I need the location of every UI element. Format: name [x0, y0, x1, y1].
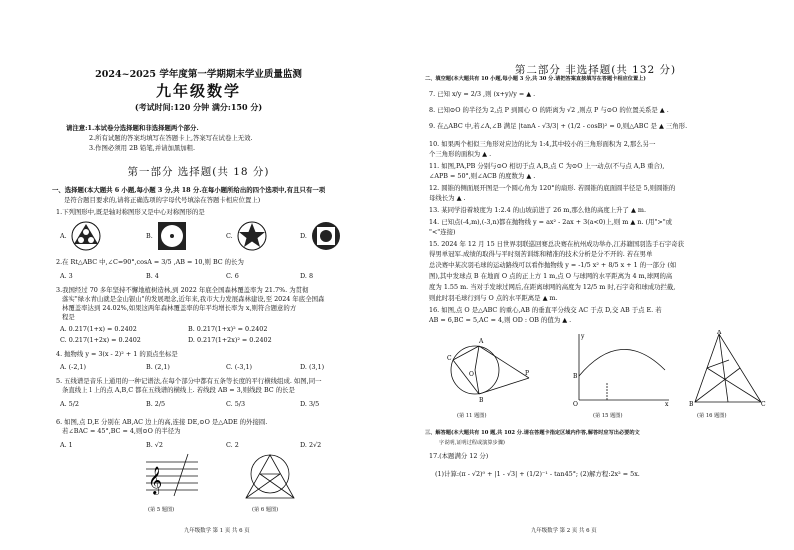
svg-text:B: B	[689, 401, 694, 408]
page-right	[397, 0, 794, 550]
svg-text:O: O	[573, 401, 578, 408]
question-15-line: 度为 1.55 m. 当对手发球过网后,在距离球网的高度为 12/5 m 时,石宇奇和球成功拦截,	[429, 283, 676, 291]
svg-text:B: B	[573, 373, 578, 380]
q5-option-a: A. 5/2	[60, 400, 79, 408]
svg-text:P: P	[525, 370, 530, 377]
figure-16-triangle	[689, 330, 769, 408]
section2-intro: 二、填空题(本大题共有 10 小题,每小题 3 分,共 30 分.请把答案直接填写在答题卡相应位置上)	[425, 76, 646, 82]
q4-option-a: A. (-2,1)	[60, 363, 86, 371]
q1-figure-c	[236, 220, 268, 252]
q2-option-b: B. 4	[146, 272, 159, 280]
question-3-line: 落实"绿水青山就是金山银山"的发展理念,近年来,我市大力发展森林建设,至 2024 年底全国森	[62, 295, 325, 303]
svg-text:O: O	[469, 371, 474, 378]
question-3-line: 3.我国经过 70 多年坚持不懈地植树造林,到 2022 年底全国森林覆盖率为 21.7%. 为贯彻	[56, 286, 309, 294]
question-11-cont: ∠APB = 50°,则∠ACB 的度数为 ▲ .	[429, 172, 536, 180]
svg-text:x: x	[665, 401, 669, 408]
question-6-line: 若∠BAC = 45°,BC = 4,则⊙O 的半径为	[62, 427, 181, 435]
figure-15-parabola	[569, 330, 673, 408]
question-4: 4. 抛物线 y = 3(x - 2)² + 1 的顶点坐标是	[56, 350, 178, 358]
q5-option-d: D. 3/5	[300, 400, 320, 408]
question-15-line: 得男单冠军.成绩的取得与平时刻苦训练和精准的技术分析是分不开的. 若在男单	[429, 250, 653, 258]
question-17-body: (1)计算:(π - √2)⁰ + |1 - √3| + (1/2)⁻¹ - tan45°; (2)解方程:2x² = 5x.	[435, 470, 640, 478]
q3-option-d: D. 0.217(1+2x)² = 0.2402	[188, 336, 272, 344]
section3-intro-2: 字说明,证明过程或演算步骤)	[439, 440, 505, 446]
figure-15-caption: (第 15 题图)	[593, 413, 623, 419]
q4-option-c: C. (-3,1)	[226, 363, 253, 371]
question-16-cont: AB = 6,BC = 5,AC = 4,则 OD : OB 的值为 ▲ .	[429, 316, 572, 324]
q1-figure-b	[156, 220, 188, 252]
note-line: 3.作图必须用 2B 铅笔,并请加黑加粗.	[89, 144, 196, 152]
q2-option-a: A. 3	[60, 272, 73, 280]
q3-option-a: A. 0.217(1+x) = 0.2402	[60, 325, 137, 333]
part1-title: 第一部分 选择题(共 18 分)	[127, 166, 270, 178]
q1-option-d: D.	[300, 232, 307, 240]
question-15-line: 则此时羽毛球行到与 O 点的水平距离是 ▲ m.	[429, 294, 558, 302]
q1-figure-d	[310, 220, 342, 252]
question-10: 10. 如果两个相似三角形对应边的比为 1:4,其中较小的三角形面积为 2,那么另一	[429, 140, 656, 148]
q5-option-c: C. 5/3	[226, 400, 246, 408]
section1-intro-2: 是符合题目要求的,请将正确选项的字母代号填涂在答题卡相应位置上)	[64, 196, 261, 204]
svg-text:C: C	[447, 355, 452, 362]
figure-6-caption: (第 6 题图)	[252, 507, 279, 513]
q4-option-d: D. (3,1)	[300, 363, 325, 371]
question-9: 9. 在△ABC 中,若∠A,∠B 满足 |tanA - √3/3| + (1/2 - cosB)² = 0,则△ABC 是 ▲ 三角形.	[429, 122, 688, 130]
question-3-line: 林覆盖率达到 24.02%,如果这两年森林覆盖率的年平均增长率为 x,则符合题意的方	[62, 304, 297, 312]
question-1: 1.下列图形中,既是轴对称图形又是中心对称图形的是	[56, 208, 205, 216]
svg-text:𝄞: 𝄞	[148, 466, 163, 494]
q2-option-c: C. 6	[226, 272, 239, 280]
q6-option-b: B. √2	[146, 441, 163, 449]
note-line: 请注意:1.本试卷分选择题和非选择题两个部分.	[66, 124, 199, 132]
footer-left: 九年级数学 第 1 页 共 6 页	[184, 528, 250, 534]
q1-option-c: C.	[226, 232, 233, 240]
svg-text:A: A	[479, 338, 484, 345]
question-3-line: 程是	[62, 313, 75, 321]
question-5-line: 条直线上 l 上的点 A,B,C 都在五线谱的横线上. 若线段 AB = 3,则线段 BC 的长是	[62, 386, 295, 394]
q1-option-a: A.	[60, 232, 67, 240]
figure-5-caption: (第 5 题图)	[148, 507, 175, 513]
question-15: 15. 2024 年 12 月 15 日世界羽联巡回赛总决赛在杭州成功举办,江苏籍国羽选手石宇奇获	[429, 240, 685, 248]
svg-text:C: C	[761, 401, 766, 408]
question-16: 16. 如图,点 O 是△ABC 的重心,AB 的垂直平分线交 AC 于点 D,交 AB 于点 E. 若	[429, 306, 662, 314]
question-15-line: 总决赛中某次羽毛球的运动路线可以看作抛物线 y = -1/5 x² + 8/5 x + 1 的一部分 (如	[429, 261, 677, 269]
q6-option-d: D. 2√2	[300, 441, 322, 449]
figure-11-tangent-circle	[445, 330, 535, 408]
figure-5-staff	[140, 452, 202, 498]
q6-option-c: C. 2	[226, 441, 239, 449]
question-14-cont: "<"连接)	[429, 228, 456, 236]
footer-right: 九年级数学 第 2 页 共 6 页	[531, 528, 597, 534]
question-15-line: 图),其中发球点 B 在地面 O 点的正上方 1 m,点 O 与球网的水平距离为 4 m,球网的高	[429, 272, 673, 280]
question-8: 8. 已知⊙O 的半径为 2,点 P 到圆心 O 的距离为 √2 ,则点 P 与⊙O 的位置关系是 ▲ .	[429, 106, 669, 114]
figure-6-triangle	[240, 452, 300, 504]
q4-option-b: B. (2,1)	[146, 363, 170, 371]
question-11: 11. 如图,PA,PB 分别与⊙O 相切于点 A,B,点 C 为⊙O 上一动点(不与点 A,B 重合),	[429, 162, 665, 170]
question-2: 2.在 Rt△ABC 中,∠C=90°,cosA = 3/5 ,AB = 10,则 BC 的长为	[56, 258, 244, 266]
question-10-cont: 个三角形的面积为 ▲ .	[429, 150, 492, 158]
part2-title: 第二部分 非选择题(共 132 分)	[514, 64, 677, 76]
q6-option-a: A. 1	[60, 441, 73, 449]
figure-16-caption: (第 16 题图)	[697, 413, 727, 419]
question-12: 12. 圆锥的侧面展开图是一个圆心角为 120°的扇形. 若圆锥的底面圆半径是 5,则圆锥的	[429, 184, 676, 192]
exam-title: 2024~2025 学年度第一学期期末学业质量监测	[95, 69, 302, 80]
figure-11-caption: (第 11 题图)	[457, 413, 487, 419]
svg-text:y: y	[581, 333, 585, 340]
q1-option-b: B.	[146, 232, 153, 240]
q5-option-b: B. 2/5	[146, 400, 166, 408]
q3-option-b: B. 0.217(1+x)² = 0.2402	[188, 325, 268, 333]
subject-title: 九年级数学	[155, 82, 241, 100]
question-12-cont: 母线长为 ▲ .	[429, 194, 466, 202]
section1-intro: 一、选择题(本大题共 6 小题,每小题 3 分,共 18 分.在每小题所给出的四个选项中,有且只有一项	[52, 186, 326, 194]
question-17-header: 17.(本题满分 12 分)	[429, 452, 489, 460]
time-score: (考试时间:120 分钟 满分:150 分)	[134, 102, 263, 112]
svg-text:B: B	[479, 397, 484, 404]
question-14: 14. 已知点(-4,m),(-3,n)都在抛物线 y = ax² - 2ax + 3(a<0)上,则 m ▲ n. (用">"或	[429, 218, 673, 226]
question-7: 7. 已知 x/y = 2/3 ,则 (x+y)/y = ▲ .	[429, 90, 536, 98]
note-line: 2.所有试题的答案均填写在答题卡上,答案写在试卷上无效.	[89, 134, 253, 142]
question-13: 13. 某同学沿着坡度为 1:2.4 的山坡前进了 26 m,那么他的高度上升了 ▲ m.	[429, 206, 646, 214]
svg-text:A: A	[717, 330, 722, 336]
question-5-line: 5. 五线谱是音乐上通用的一种记谱法,在每个部分中都有五条等长度的平行横线组成. 如图,同一	[56, 377, 322, 385]
question-6-line: 6. 如图,点 D,E 分别在 AB,AC 边上的高,连接 DE,⊙O 是△ADE 的外接圆.	[56, 418, 268, 426]
section3-intro: 三、解答题(本大题共有 10 题,共 102 分.请在答题卡指定区域内作答,解答时应写出必要的文	[425, 430, 640, 436]
q3-option-c: C. 0.217(1+2x) = 0.2402	[60, 336, 141, 344]
q1-figure-a	[70, 220, 102, 252]
q2-option-d: D. 8	[300, 272, 314, 280]
